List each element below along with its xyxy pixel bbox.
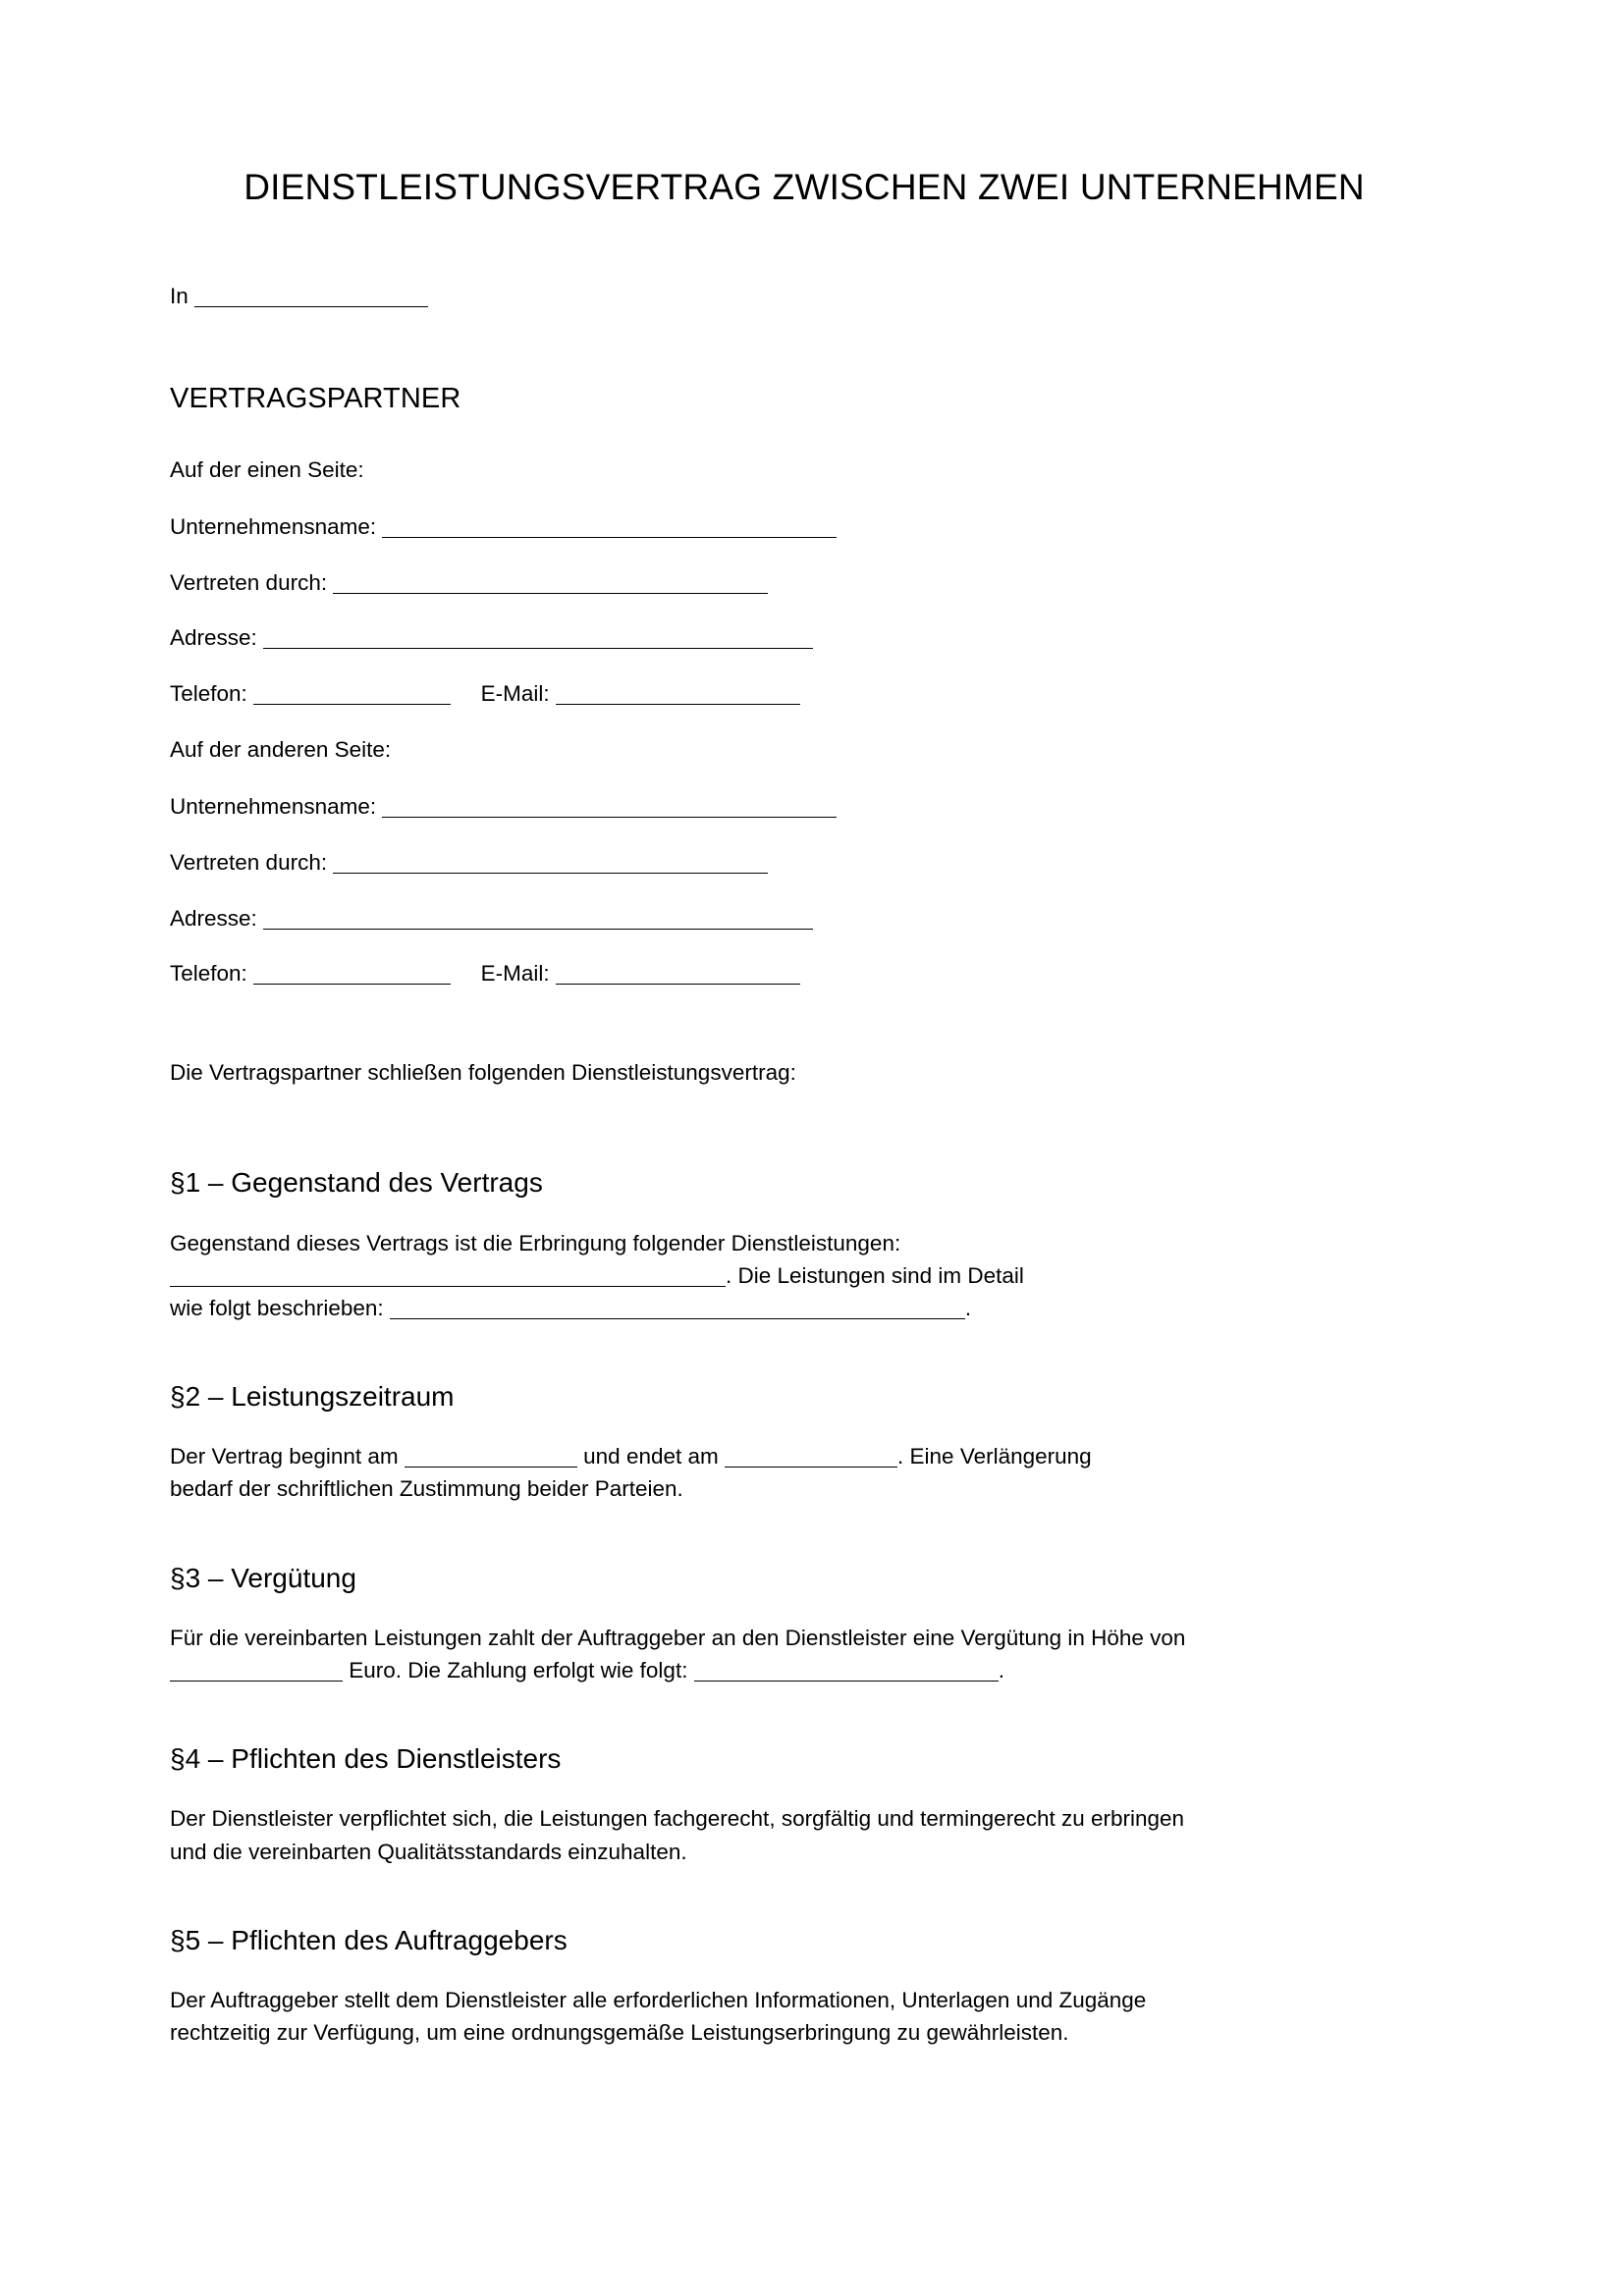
- services-detail-blank-input[interactable]: [390, 1300, 965, 1319]
- place-field-row: [170, 281, 1438, 313]
- party-two-contact-row: [170, 958, 1438, 990]
- section-3-line-1: [170, 1622, 1438, 1654]
- section-5-line-2: [170, 2016, 1438, 2049]
- section-5-text-2: rechtzeitig zur Verfügung, um eine ordnungsgemäße Leistungserbringung zu gewährleisten.: [170, 2020, 1069, 2046]
- section-heading-4: §4 – Pflichten des Dienstleisters: [170, 1743, 562, 1775]
- party-one-contact-row: [170, 678, 1438, 711]
- section-1-line-1: [170, 1227, 1438, 1259]
- address-label: Adresse:: [170, 625, 257, 651]
- section-4-line-2: [170, 1836, 1438, 1868]
- section-body-3: [170, 1622, 1438, 1686]
- document-title: DIENSTLEISTUNGSVERTRAG ZWISCHEN ZWEI UNTERNEHMEN: [244, 167, 1365, 207]
- section-body-5: [170, 1984, 1438, 2049]
- represented-by-label-2: Vertreten durch:: [170, 849, 328, 875]
- section-5-line-1: [170, 1984, 1438, 2016]
- section-2-text-4: bedarf der schriftlichen Zustimmung beider Parteien.: [170, 1476, 683, 1502]
- address-label-2: Adresse:: [170, 905, 257, 931]
- section-5-text-1: Der Auftraggeber stellt dem Dienstleister alle erforderlichen Informationen, Unterlagen und Zugänge: [170, 1987, 1147, 2012]
- section-1-text-1: Gegenstand dieses Vertrags ist die Erbringung folgender Dienstleistungen:: [170, 1230, 901, 1255]
- section-heading-5: §5 – Pflichten des Auftraggebers: [170, 1924, 568, 1955]
- party-one-address-row: [170, 622, 1438, 655]
- section-4-line-1: [170, 1802, 1438, 1835]
- party-one-label: Auf der einen Seite:: [170, 456, 364, 482]
- section-3-text-2: Euro. Die Zahlung erfolgt wie folgt:: [349, 1657, 688, 1682]
- party-one-label-row: [170, 454, 1438, 487]
- party-two-company-row: [170, 791, 1438, 824]
- party-two-phone-blank-input[interactable]: [253, 965, 451, 985]
- party-two-representative-blank-input[interactable]: [333, 854, 768, 874]
- section-2-text-1: Der Vertrag beginnt am: [170, 1444, 399, 1469]
- party-two-address-row: [170, 903, 1438, 935]
- party-two-company-blank-input[interactable]: [382, 798, 837, 818]
- party-one-company-blank-input[interactable]: [382, 518, 837, 538]
- payment-terms-blank-input[interactable]: [694, 1662, 999, 1682]
- section-2-text-2: und endet am: [583, 1444, 719, 1469]
- party-one-representative-blank-input[interactable]: [333, 574, 768, 594]
- party-one-representative-row: [170, 567, 1438, 600]
- parties-heading: VERTRAGSPARTNER: [170, 382, 461, 414]
- section-heading-1: §1 – Gegenstand des Vertrags: [170, 1167, 543, 1199]
- section-1-text-4: .: [964, 1295, 972, 1320]
- section-1-text-2: . Die Leistungen sind im Detail: [726, 1262, 1024, 1288]
- section-1-text-3: wie folgt beschrieben:: [170, 1295, 384, 1320]
- section-1-line-3: [170, 1292, 1438, 1324]
- party-two-label: Auf der anderen Seite:: [170, 736, 392, 762]
- services-blank-input[interactable]: [170, 1267, 726, 1287]
- phone-label: Telefon:: [170, 681, 247, 707]
- section-body-1: [170, 1227, 1438, 1324]
- section-4-text-2: und die vereinbarten Qualitätsstandards einzuhalten.: [170, 1839, 687, 1864]
- party-one-phone-blank-input[interactable]: [253, 685, 451, 705]
- company-name-label-2: Unternehmensname:: [170, 794, 377, 820]
- section-2-line-2: [170, 1472, 1438, 1505]
- email-label-2: E-Mail:: [480, 961, 550, 987]
- represented-by-label: Vertreten durch:: [170, 569, 328, 595]
- section-heading-3: §3 – Vergütung: [170, 1562, 356, 1593]
- section-body-4: [170, 1802, 1438, 1867]
- document-body: [170, 0, 1438, 2049]
- section-body-2: [170, 1440, 1438, 1505]
- party-one-email-blank-input[interactable]: [556, 685, 800, 705]
- intro-sentence: Die Vertragspartner schließen folgenden Dienstleistungsvertrag:: [170, 1059, 796, 1085]
- place-blank-input[interactable]: [194, 288, 428, 307]
- party-one-address-blank-input[interactable]: [263, 629, 813, 649]
- compensation-amount-blank-input[interactable]: [170, 1662, 343, 1682]
- section-3-text-3: .: [998, 1657, 1004, 1682]
- section-3-text-1: Für die vereinbarten Leistungen zahlt der Auftraggeber an den Dienstleister eine Vergütung in Höhe von: [170, 1625, 1186, 1650]
- place-label: In: [170, 284, 189, 309]
- party-two-label-row: [170, 734, 1438, 767]
- section-3-line-2: [170, 1654, 1438, 1686]
- party-one-company-row: [170, 511, 1438, 544]
- party-two-email-blank-input[interactable]: [556, 965, 800, 985]
- contract-end-blank-input[interactable]: [725, 1448, 897, 1468]
- email-label: E-Mail:: [480, 681, 550, 707]
- company-name-label: Unternehmensname:: [170, 514, 377, 540]
- section-4-text-1: Der Dienstleister verpflichtet sich, die Leistungen fachgerecht, sorgfältig und termingerecht zu erbringen: [170, 1806, 1185, 1832]
- section-heading-2: §2 – Leistungszeitraum: [170, 1381, 455, 1413]
- section-2-line-1: [170, 1440, 1438, 1472]
- phone-label-2: Telefon:: [170, 961, 247, 987]
- party-two-address-blank-input[interactable]: [263, 910, 813, 930]
- party-two-representative-row: [170, 847, 1438, 880]
- section-1-line-2: [170, 1259, 1438, 1292]
- section-2-text-3: . Eine Verlängerung: [897, 1444, 1092, 1469]
- contract-start-blank-input[interactable]: [405, 1448, 577, 1468]
